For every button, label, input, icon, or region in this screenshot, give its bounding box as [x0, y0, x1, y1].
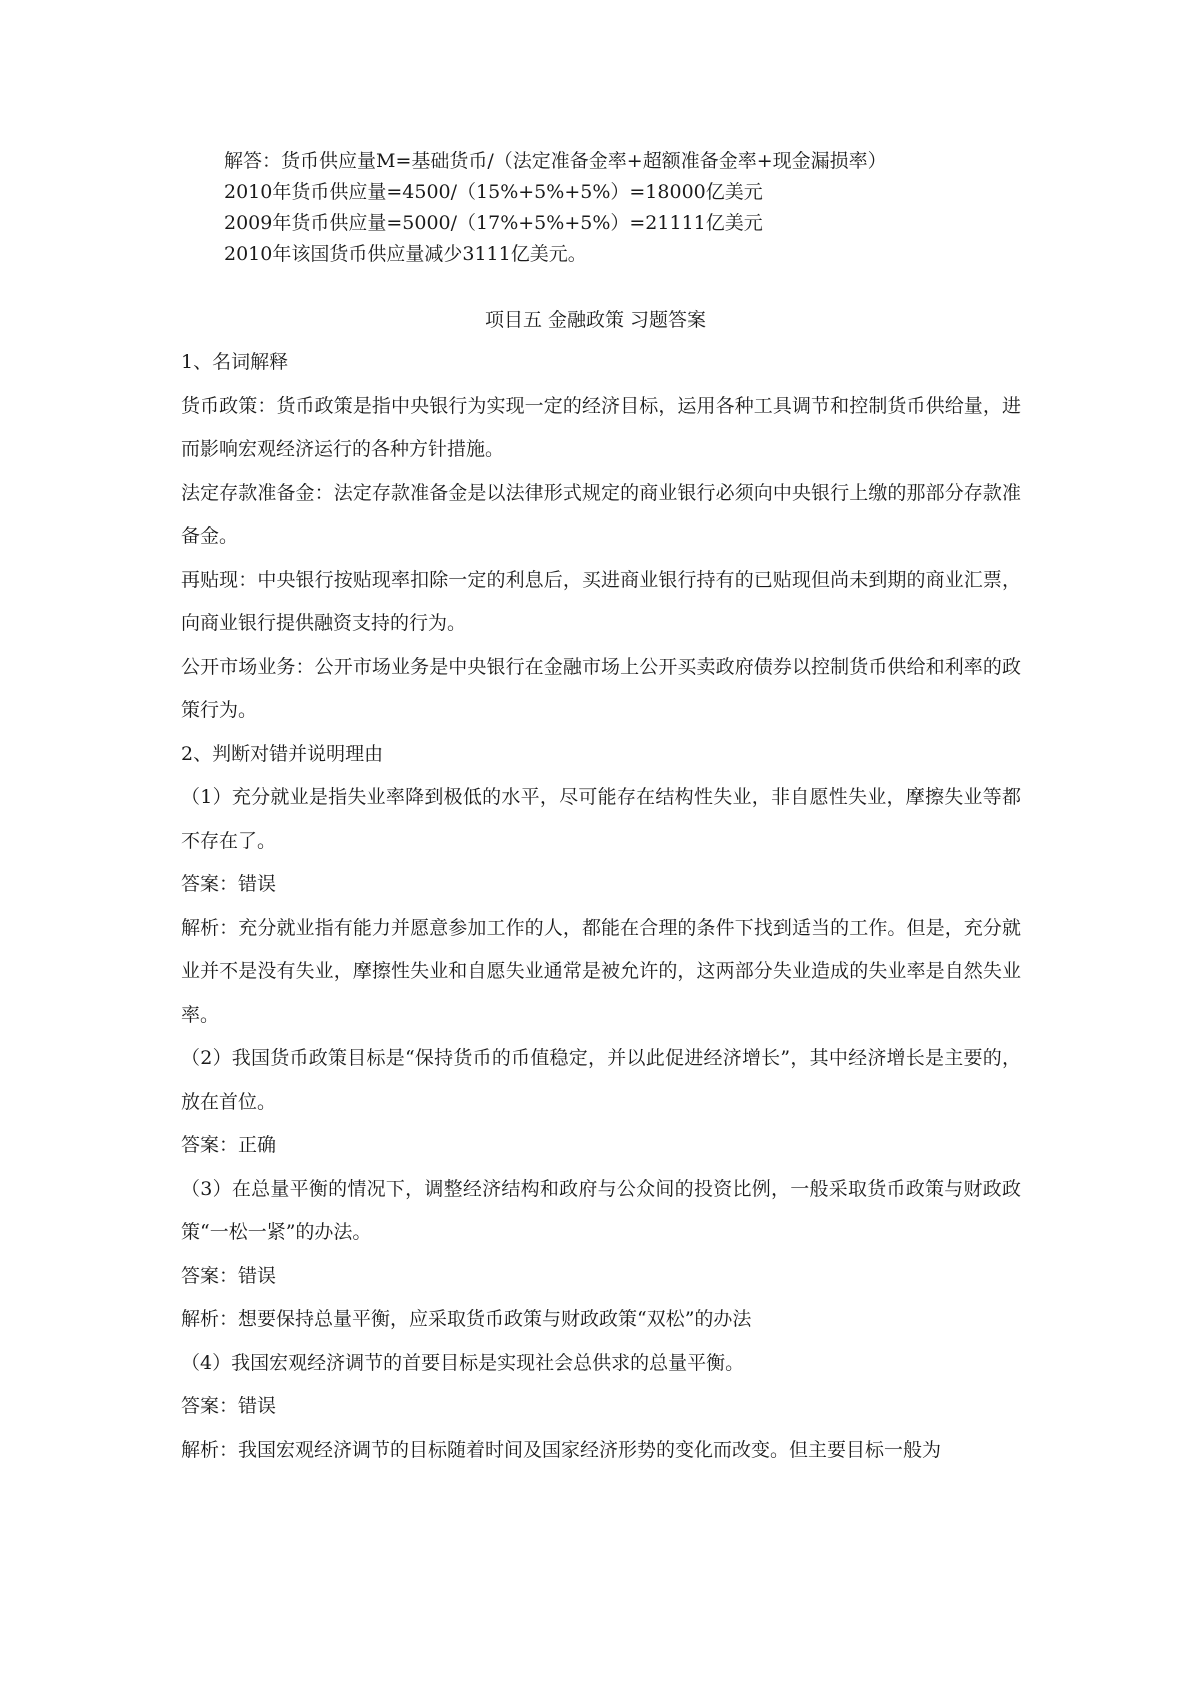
question-3: （3）在总量平衡的情况下，调整经济结构和政府与公众间的投资比例，一般采取货币政策与财政政策“一松一紧”的办法。: [181, 1177, 1021, 1243]
question-4: （4）我国宏观经济调节的首要目标是实现社会总供求的总量平衡。: [181, 1351, 745, 1374]
answer-4: 答案：错误: [181, 1395, 277, 1417]
definition-rediscount: 再贴现：中央银行按贴现率扣除一定的利息后，买进商业银行持有的已贴现但尚未到期的商业汇票，向商业银行提供融资支持的行为。: [181, 568, 1021, 634]
definition-monetary-policy: 货币政策：货币政策是指中央银行为实现一定的经济目标，运用各种工具调节和控制货币供给量，进而影响宏观经济运行的各种方针措施。: [181, 394, 1021, 460]
answer-2009-supply-line: 2009年货币供应量=5000/（17%+5%+5%）=21111亿美元: [224, 212, 763, 234]
answer-formula-line: 解答：货币供应量M=基础货币/（法定准备金率+超额准备金率+现金漏损率）: [224, 150, 887, 172]
answer-3: 答案：错误: [181, 1264, 277, 1287]
answer-2: 答案：正确: [181, 1134, 277, 1156]
answer-2010-supply-line: 2010年货币供应量=4500/（15%+5%+5%）=18000亿美元: [224, 181, 763, 203]
explanation-3: 解析：想要保持总量平衡，应采取货币政策与财政政策“双松”的办法: [181, 1308, 752, 1330]
document-body: [181, 341, 1021, 1472]
answer-conclusion-line: 2010年该国货币供应量减少3111亿美元。: [224, 243, 587, 265]
definition-required-reserve: 法定存款准备金：法定存款准备金是以法律形式规定的商业银行必须向中央银行上缴的那部分存款准备金。: [181, 481, 1021, 547]
explanation-4: 解析：我国宏观经济调节的目标随着时间及国家经济形势的变化而改变。但主要目标一般为: [181, 1438, 942, 1461]
explanation-1: 解析：充分就业指有能力并愿意参加工作的人，都能在合理的条件下找到适当的工作。但是，充分就业并不是没有失业，摩擦性失业和自愿失业通常是被允许的，这两部分失业造成的失业率是自然失业率。: [181, 916, 1021, 1026]
question-1: （1）充分就业是指失业率降到极低的水平，尽可能存在结构性失业，非自愿性失业，摩擦失业等都不存在了。: [181, 786, 1021, 852]
section-heading-terms: 1、名词解释: [181, 351, 289, 373]
question-2: （2）我国货币政策目标是“保持货币的币值稳定，并以此促进经济增长”，其中经济增长是主要的，放在首位。: [181, 1047, 1021, 1113]
calculation-answer-block: [224, 146, 887, 270]
section-title: 项目五 金融政策 习题答案: [484, 309, 707, 331]
answer-1: 答案：错误: [181, 873, 277, 895]
definition-open-market-operations: 公开市场业务：公开市场业务是中央银行在金融市场上公开买卖政府债券以控制货币供给和利率的政策行为。: [181, 655, 1021, 721]
section-heading-true-false: 2、判断对错并说明理由: [181, 742, 384, 765]
